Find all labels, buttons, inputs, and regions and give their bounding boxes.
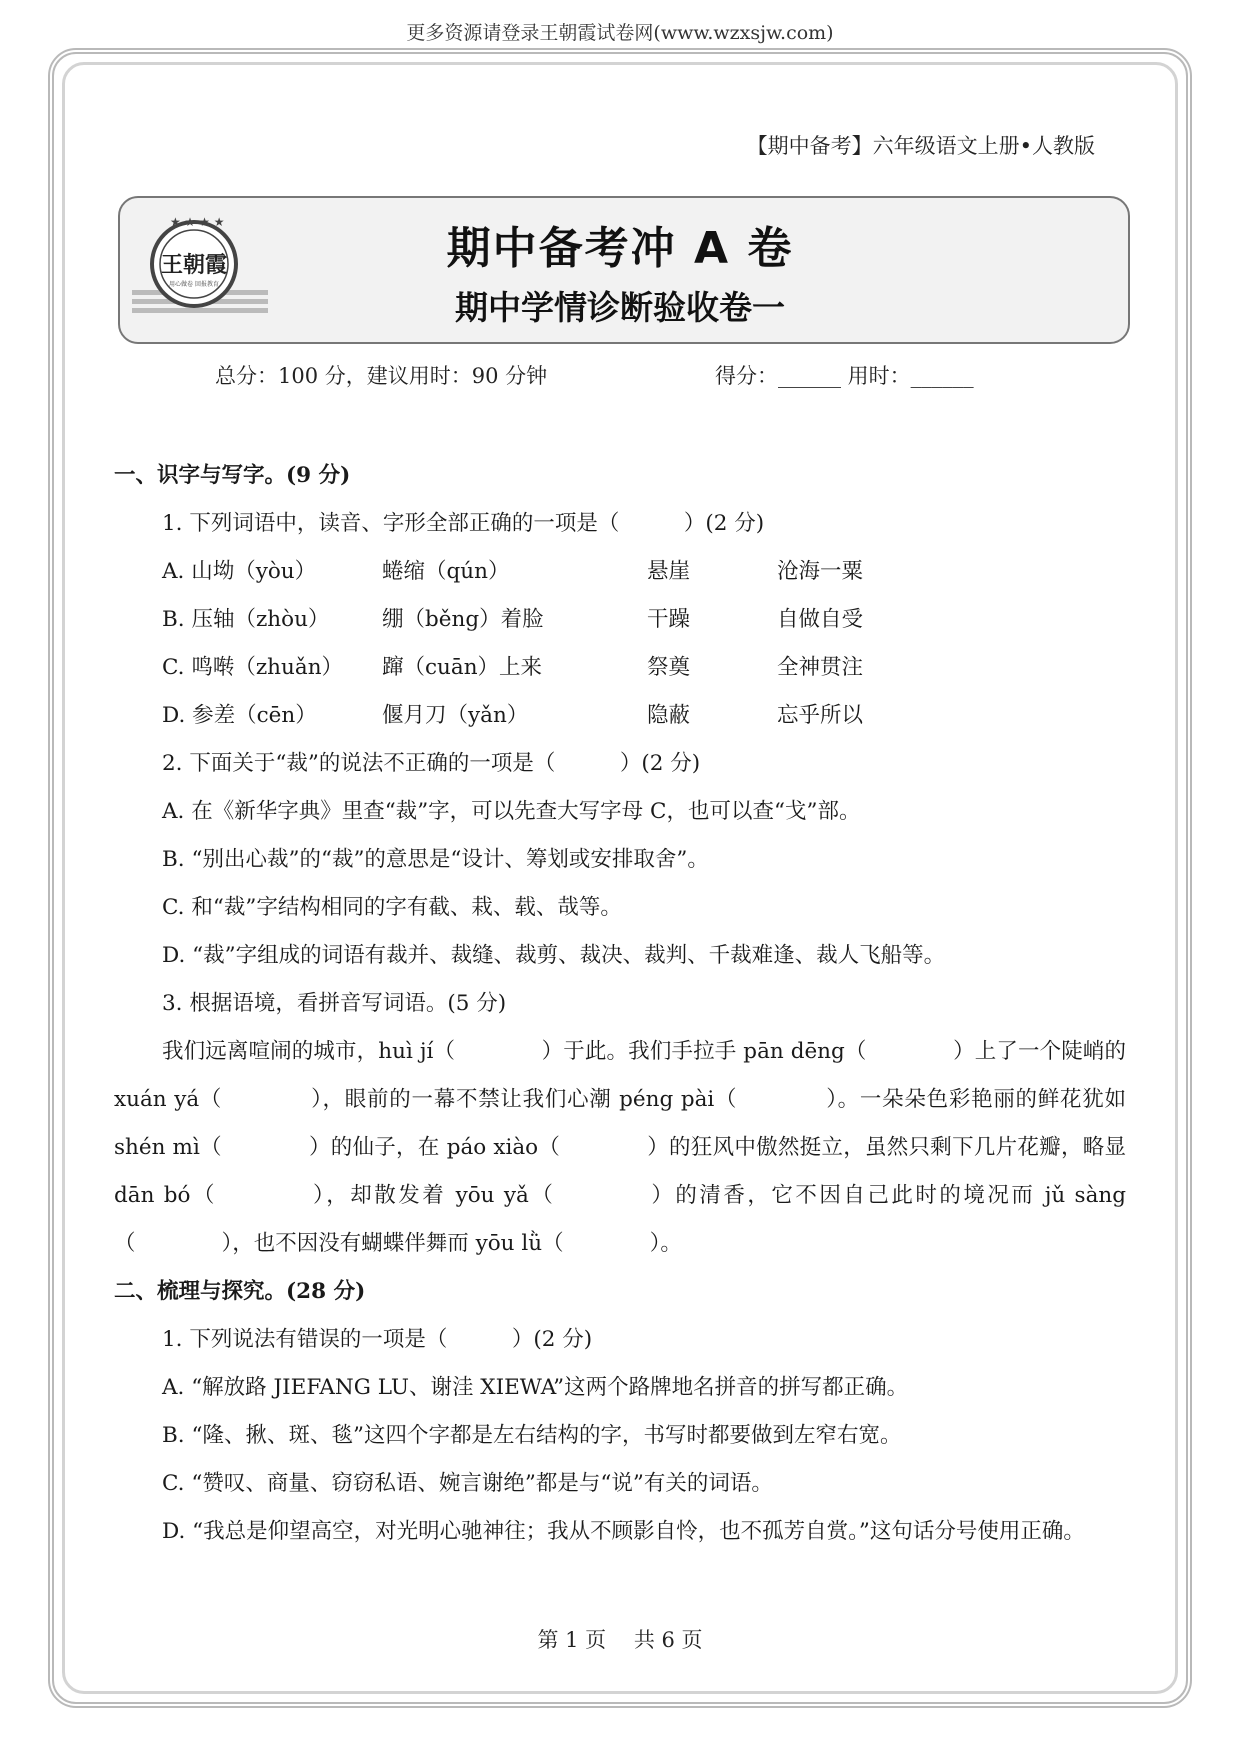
svg-text:用心做卷 回报教育: 用心做卷 回报教育 [169,281,219,288]
option-cell: 自做自受 [777,607,864,632]
option-cell: 干躁 [647,607,691,632]
page-number: 第 1 页 共 6 页 [537,1628,703,1652]
question-1-3: 3. 根据语境，看拼音写词语。(5 分) [162,991,507,1016]
option-cell: 祭奠 [647,655,691,680]
option-cell: D. 参差（cēn） [162,703,317,728]
option-cell: 忘乎所以 [777,703,864,728]
option-line: A. 在《新华字典》里查“裁”字，可以先查大写字母 C，也可以查“戈”部。 [162,799,861,824]
option-cell: A. 山坳（yòu） [162,559,317,584]
option-row [114,548,1126,596]
option-line: B. “隆、揪、斑、毯”这四个字都是左右结构的字，书写时都要做到左窄右宽。 [162,1423,902,1448]
score-info: 总分：100 分，建议用时：90 分钟 [215,364,548,388]
option-row [114,644,1126,692]
option-cell: 沧海一粟 [777,559,864,584]
option-cell: 蹿（cuān）上来 [382,655,543,680]
score-blanks: 得分：______ 用时：______ [715,364,974,388]
option-cell: 悬崖 [647,559,691,584]
option-cell: 绷（běng）着脸 [382,607,544,632]
sub-title: 期中学情诊断验收卷一 [455,288,785,327]
svg-text:王朝霞: 王朝霞 [160,252,228,278]
option-line: D. “裁”字组成的词语有裁并、裁缝、裁剪、裁决、裁判、千裁难逢、裁人飞船等。 [162,943,946,968]
header-tag: 【期中备考】六年级语文上册•人教版 [746,134,1095,158]
option-line: A. “解放路 JIEFANG LU、谢洼 XIEWA”这两个路牌地名拼音的拼写都正确。 [162,1375,909,1400]
option-cell: 全神贯注 [777,655,864,680]
option-line: C. 和“裁”字结构相同的字有截、栽、载、哉等。 [162,895,622,920]
question-1-1: 1. 下列词语中，读音、字形全部正确的一项是（ ）(2 分) [162,511,765,536]
option-cell: C. 鸣啭（zhuǎn） [162,655,344,680]
exam-content [114,452,1126,1556]
option-line: B. “别出心裁”的“裁”的意思是“设计、筹划或安排取舍”。 [162,847,709,872]
option-cell: 偃月刀（yǎn） [382,703,529,728]
main-title: 期中备考冲 A 卷 [446,223,794,274]
option-line: C. “赞叹、商量、窃窃私语、婉言谢绝”都是与“说”有关的词语。 [162,1471,773,1496]
top-banner: 更多资源请登录王朝霞试卷网(www.wzxsjw.com) [406,22,834,44]
option-cell: 隐蔽 [647,703,691,728]
question-2-1: 1. 下列说法有错误的一项是（ ）(2 分) [162,1327,593,1352]
section-heading: 二、梳理与探究。(28 分) [114,1279,366,1304]
section-heading: 一、识字与写字。(9 分) [114,463,351,488]
option-row [114,692,1126,740]
question-1-2: 2. 下面关于“裁”的说法不正确的一项是（ ）(2 分) [162,751,701,776]
option-line-wrapped: D. “我总是仰望高空，对光明心驰神往；我从不顾影自怜，也不孤芳自赏。”这句话分号使用正确。 [162,1519,1085,1544]
option-row [114,596,1126,644]
svg-text:★ ★ ★ ★: ★ ★ ★ ★ [170,215,225,229]
option-cell: 蜷缩（qún） [382,559,510,584]
pinyin-paragraph: 我们远离喧闹的城市，huì jí（ ）于此。我们手拉手 pān dēng（ ）上了一个陡峭的 xuán yá（ ），眼前的一幕不禁让我们心潮 péng pài（ ）。一朵朵色彩艳丽的鲜花犹如 shén mì（ ）的仙子，在 páo xiào（ ）的狂风中傲然挺立，虽然只剩下几片花瓣，略显 dān bó（ ），却散发着 yōu yǎ（ ）的清香，它不因自己此时的境况而 jǔ sàng（ ），也不因没有蝴蝶伴舞而 yōu lǜ（ ）。 [114,1039,1126,1256]
option-cell: B. 压轴（zhòu） [162,607,330,632]
